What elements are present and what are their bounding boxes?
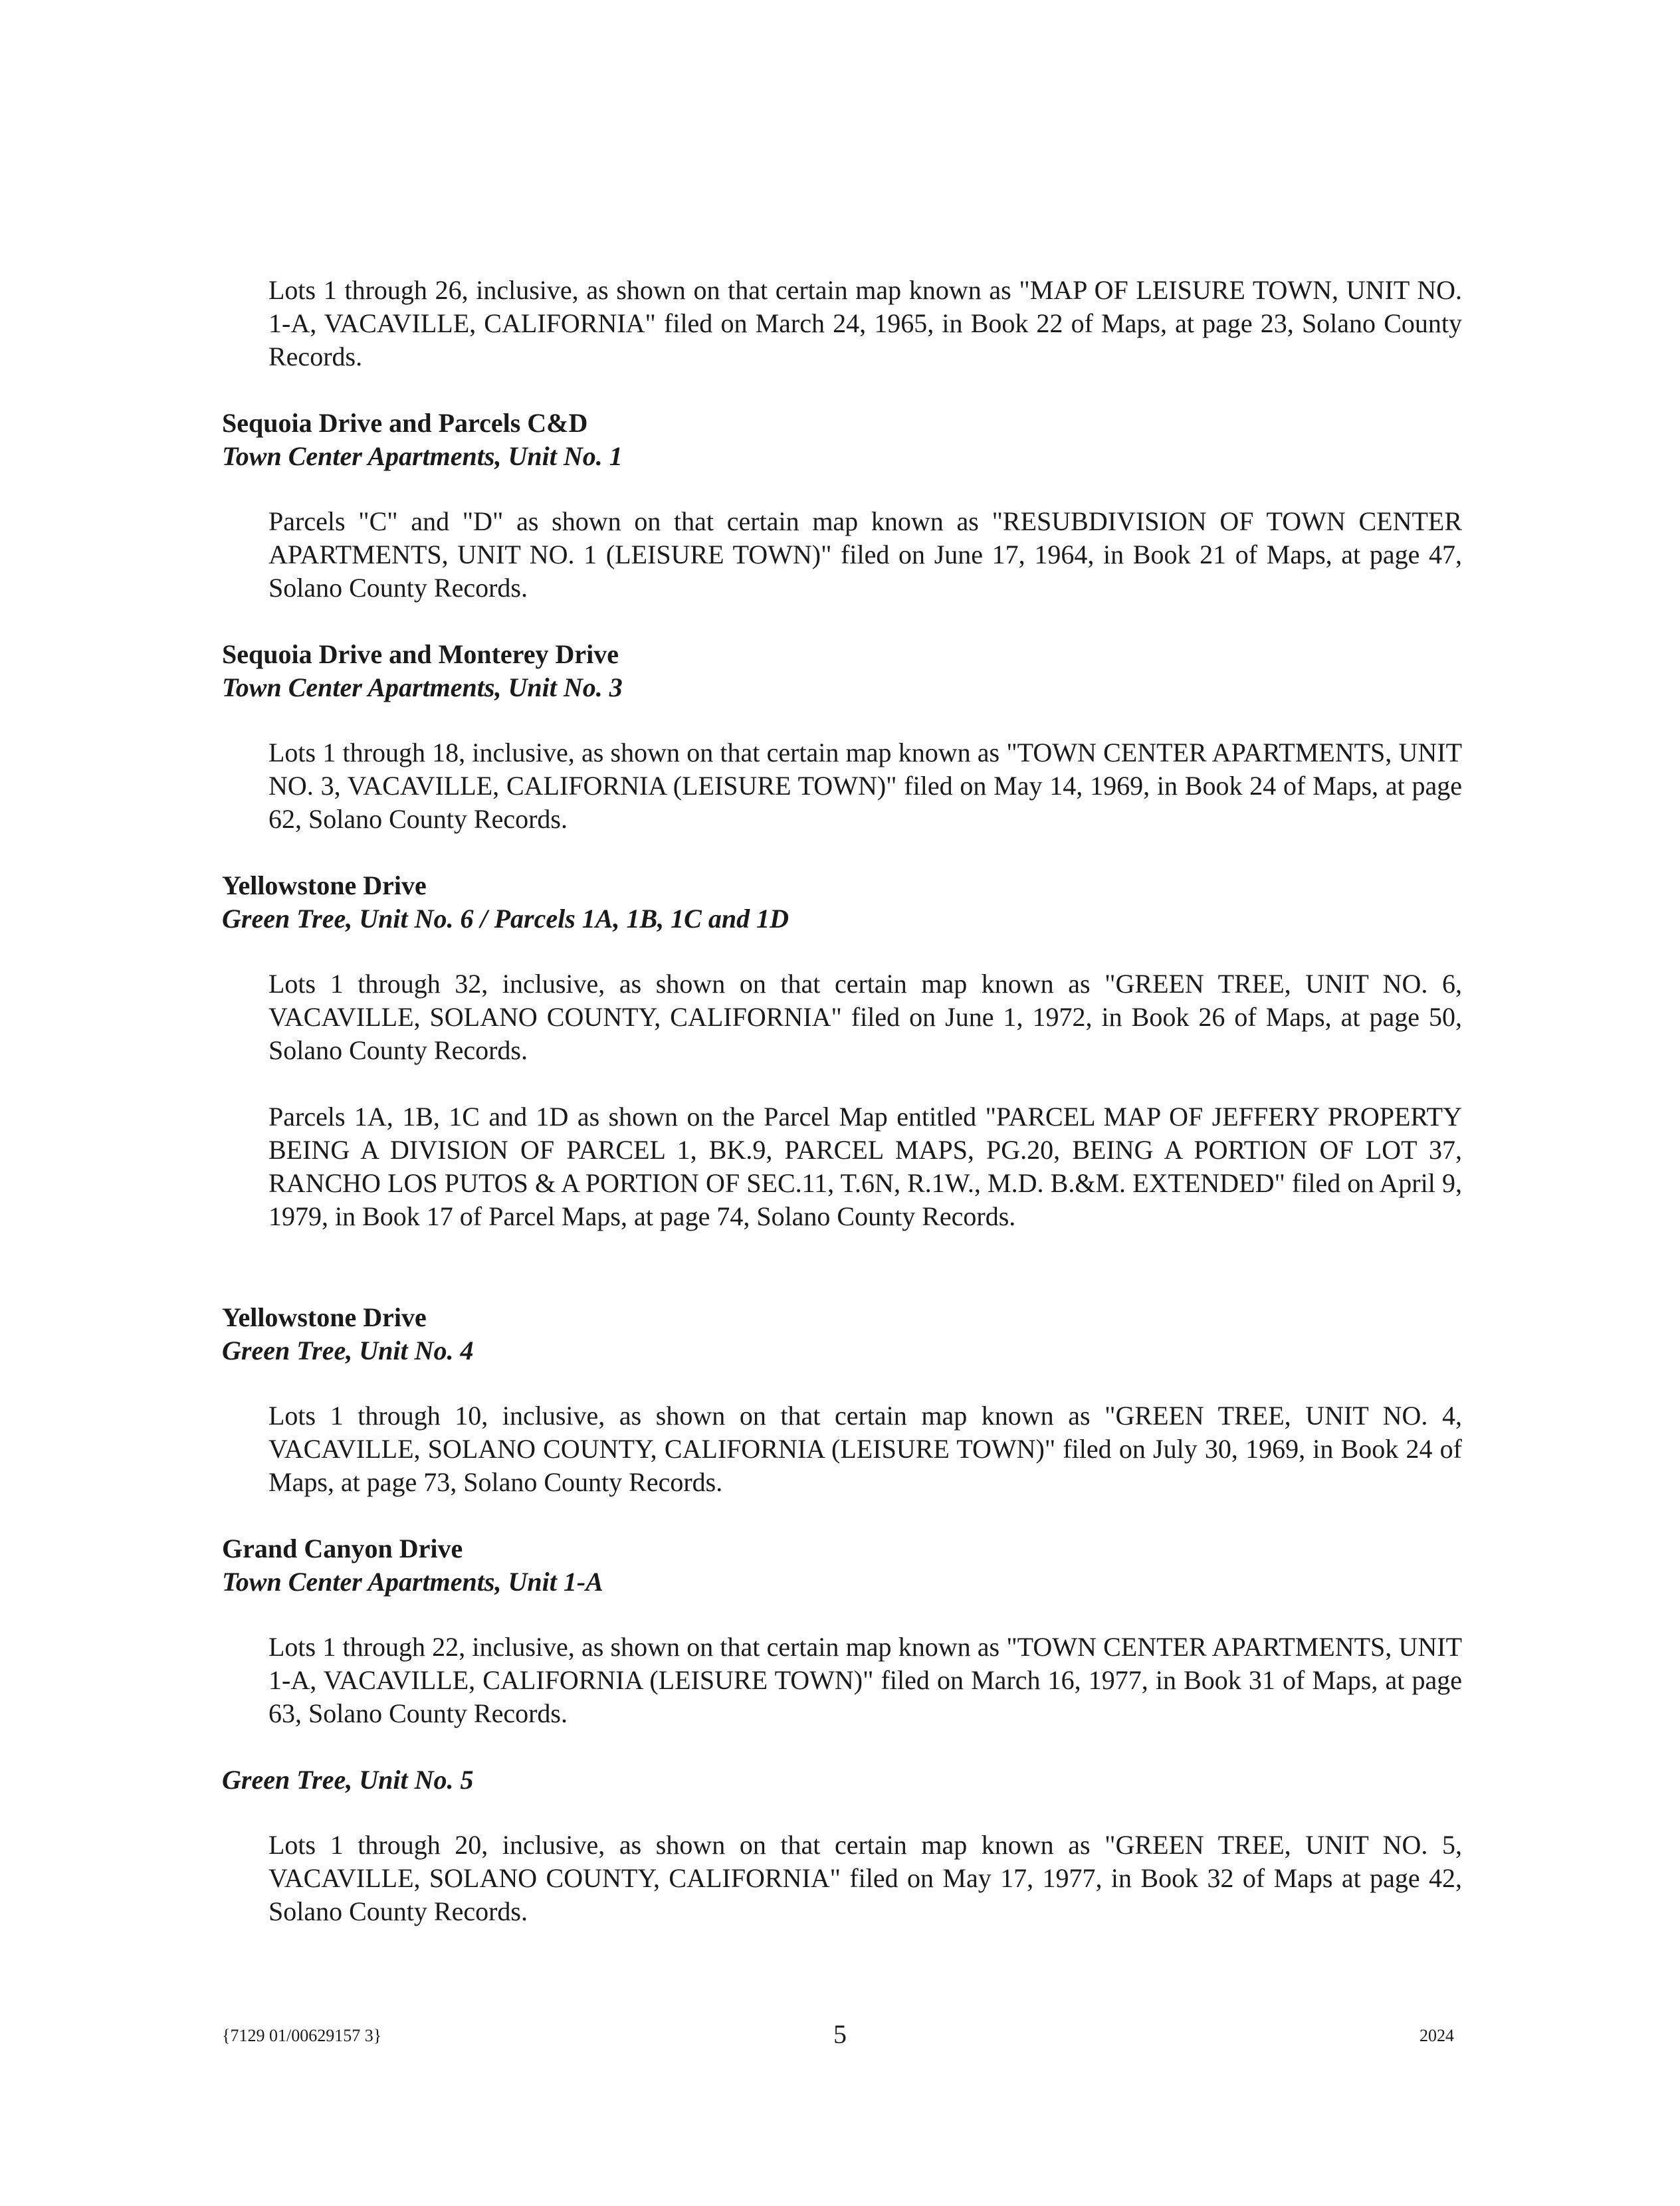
section-3-subtitle: Green Tree, Unit No. 6 / Parcels 1A, 1B, 1C and 1D [222, 904, 789, 934]
section-3-title: Yellowstone Drive [222, 870, 427, 900]
section-4-subtitle: Green Tree, Unit No. 4 [222, 1336, 474, 1365]
section-2-title: Sequoia Drive and Monterey Drive [222, 639, 619, 669]
section-1-paragraph-1: Parcels "C" and "D" as shown on that certain map known as "RESUBDIVISION OF TOWN CENTER APARTMENTS, UNIT NO. 1 (LEISURE TOWN)" filed on June 17, 1964, in Book 21 of Maps, at page 47, Solano County Records. [268, 506, 1462, 603]
section-5-title: Grand Canyon Drive [222, 1534, 463, 1563]
section-0-paragraph-1: Lots 1 through 26, inclusive, as shown on that certain map known as "MAP OF LEISURE TOWN, UNIT NO. 1-A, VACAVILLE, CALIFORNIA" filed on March 24, 1965, in Book 22 of Maps, at page 23, Solano County Records. [268, 275, 1462, 371]
page-number: 5 [833, 2019, 847, 2049]
section-2-paragraph-1: Lots 1 through 18, inclusive, as shown on that certain map known as "TOWN CENTER APARTMENTS, UNIT NO. 3, VACAVILLE, CALIFORNIA (LEISURE TOWN)" filed on May 14, 1969, in Book 24 of Maps, at page 62, Solano County Records. [268, 738, 1462, 834]
section-6-heading [222, 1763, 473, 1797]
section-1-title: Sequoia Drive and Parcels C&D [222, 408, 588, 438]
section-3-paragraph-2: Parcels 1A, 1B, 1C and 1D as shown on the Parcel Map entitled "PARCEL MAP OF JEFFERY PROPERTY BEING A DIVISION OF PARCEL 1, BK.9, PARCEL MAPS, PG.20, BEING A PORTION OF LOT 37, RANCHO LOS PUTOS & A PORTION OF SEC.11, T.6N, R.1W., M.D. B.&M. EXTENDED" filed on April 9, 1979, in Book 17 of Parcel Maps, at page 74, Solano County Records. [268, 1102, 1462, 1231]
section-3-heading [222, 869, 789, 936]
section-3-paragraph-1: Lots 1 through 32, inclusive, as shown on that certain map known as "GREEN TREE, UNIT NO. 6, VACAVILLE, SOLANO COUNTY, CALIFORNIA" filed on June 1, 1972, in Book 26 of Maps, at page 50, Solano County Records. [268, 969, 1462, 1065]
section-5-subtitle: Town Center Apartments, Unit 1-A [222, 1567, 603, 1597]
section-2-heading [222, 638, 623, 704]
section-4-title: Yellowstone Drive [222, 1302, 427, 1332]
section-1-subtitle: Town Center Apartments, Unit No. 1 [222, 441, 623, 471]
section-6-subtitle: Green Tree, Unit No. 5 [222, 1765, 474, 1795]
section-2-subtitle: Town Center Apartments, Unit No. 3 [222, 672, 623, 702]
footer-doc-id: {7129 01/00629157 3} [222, 2026, 382, 2045]
section-6-paragraph-1: Lots 1 through 20, inclusive, as shown on that certain map known as "GREEN TREE, UNIT NO. 5, VACAVILLE, SOLANO COUNTY, CALIFORNIA" filed on May 17, 1977, in Book 32 of Maps at page 42, Solano County Records. [268, 1830, 1462, 1926]
footer-year: 2024 [1419, 2026, 1454, 2045]
section-1-heading [222, 407, 623, 473]
section-5-paragraph-1: Lots 1 through 22, inclusive, as shown on that certain map known as "TOWN CENTER APARTMENTS, UNIT 1-A, VACAVILLE, CALIFORNIA (LEISURE TOWN)" filed on March 16, 1977, in Book 31 of Maps, at page 63, Solano County Records. [268, 1632, 1462, 1728]
section-5-heading [222, 1532, 603, 1599]
section-4-heading [222, 1301, 473, 1367]
section-4-paragraph-1: Lots 1 through 10, inclusive, as shown on that certain map known as "GREEN TREE, UNIT NO. 4, VACAVILLE, SOLANO COUNTY, CALIFORNIA (LEISURE TOWN)" filed on July 30, 1969, in Book 24 of Maps, at page 73, Solano County Records. [268, 1401, 1462, 1497]
